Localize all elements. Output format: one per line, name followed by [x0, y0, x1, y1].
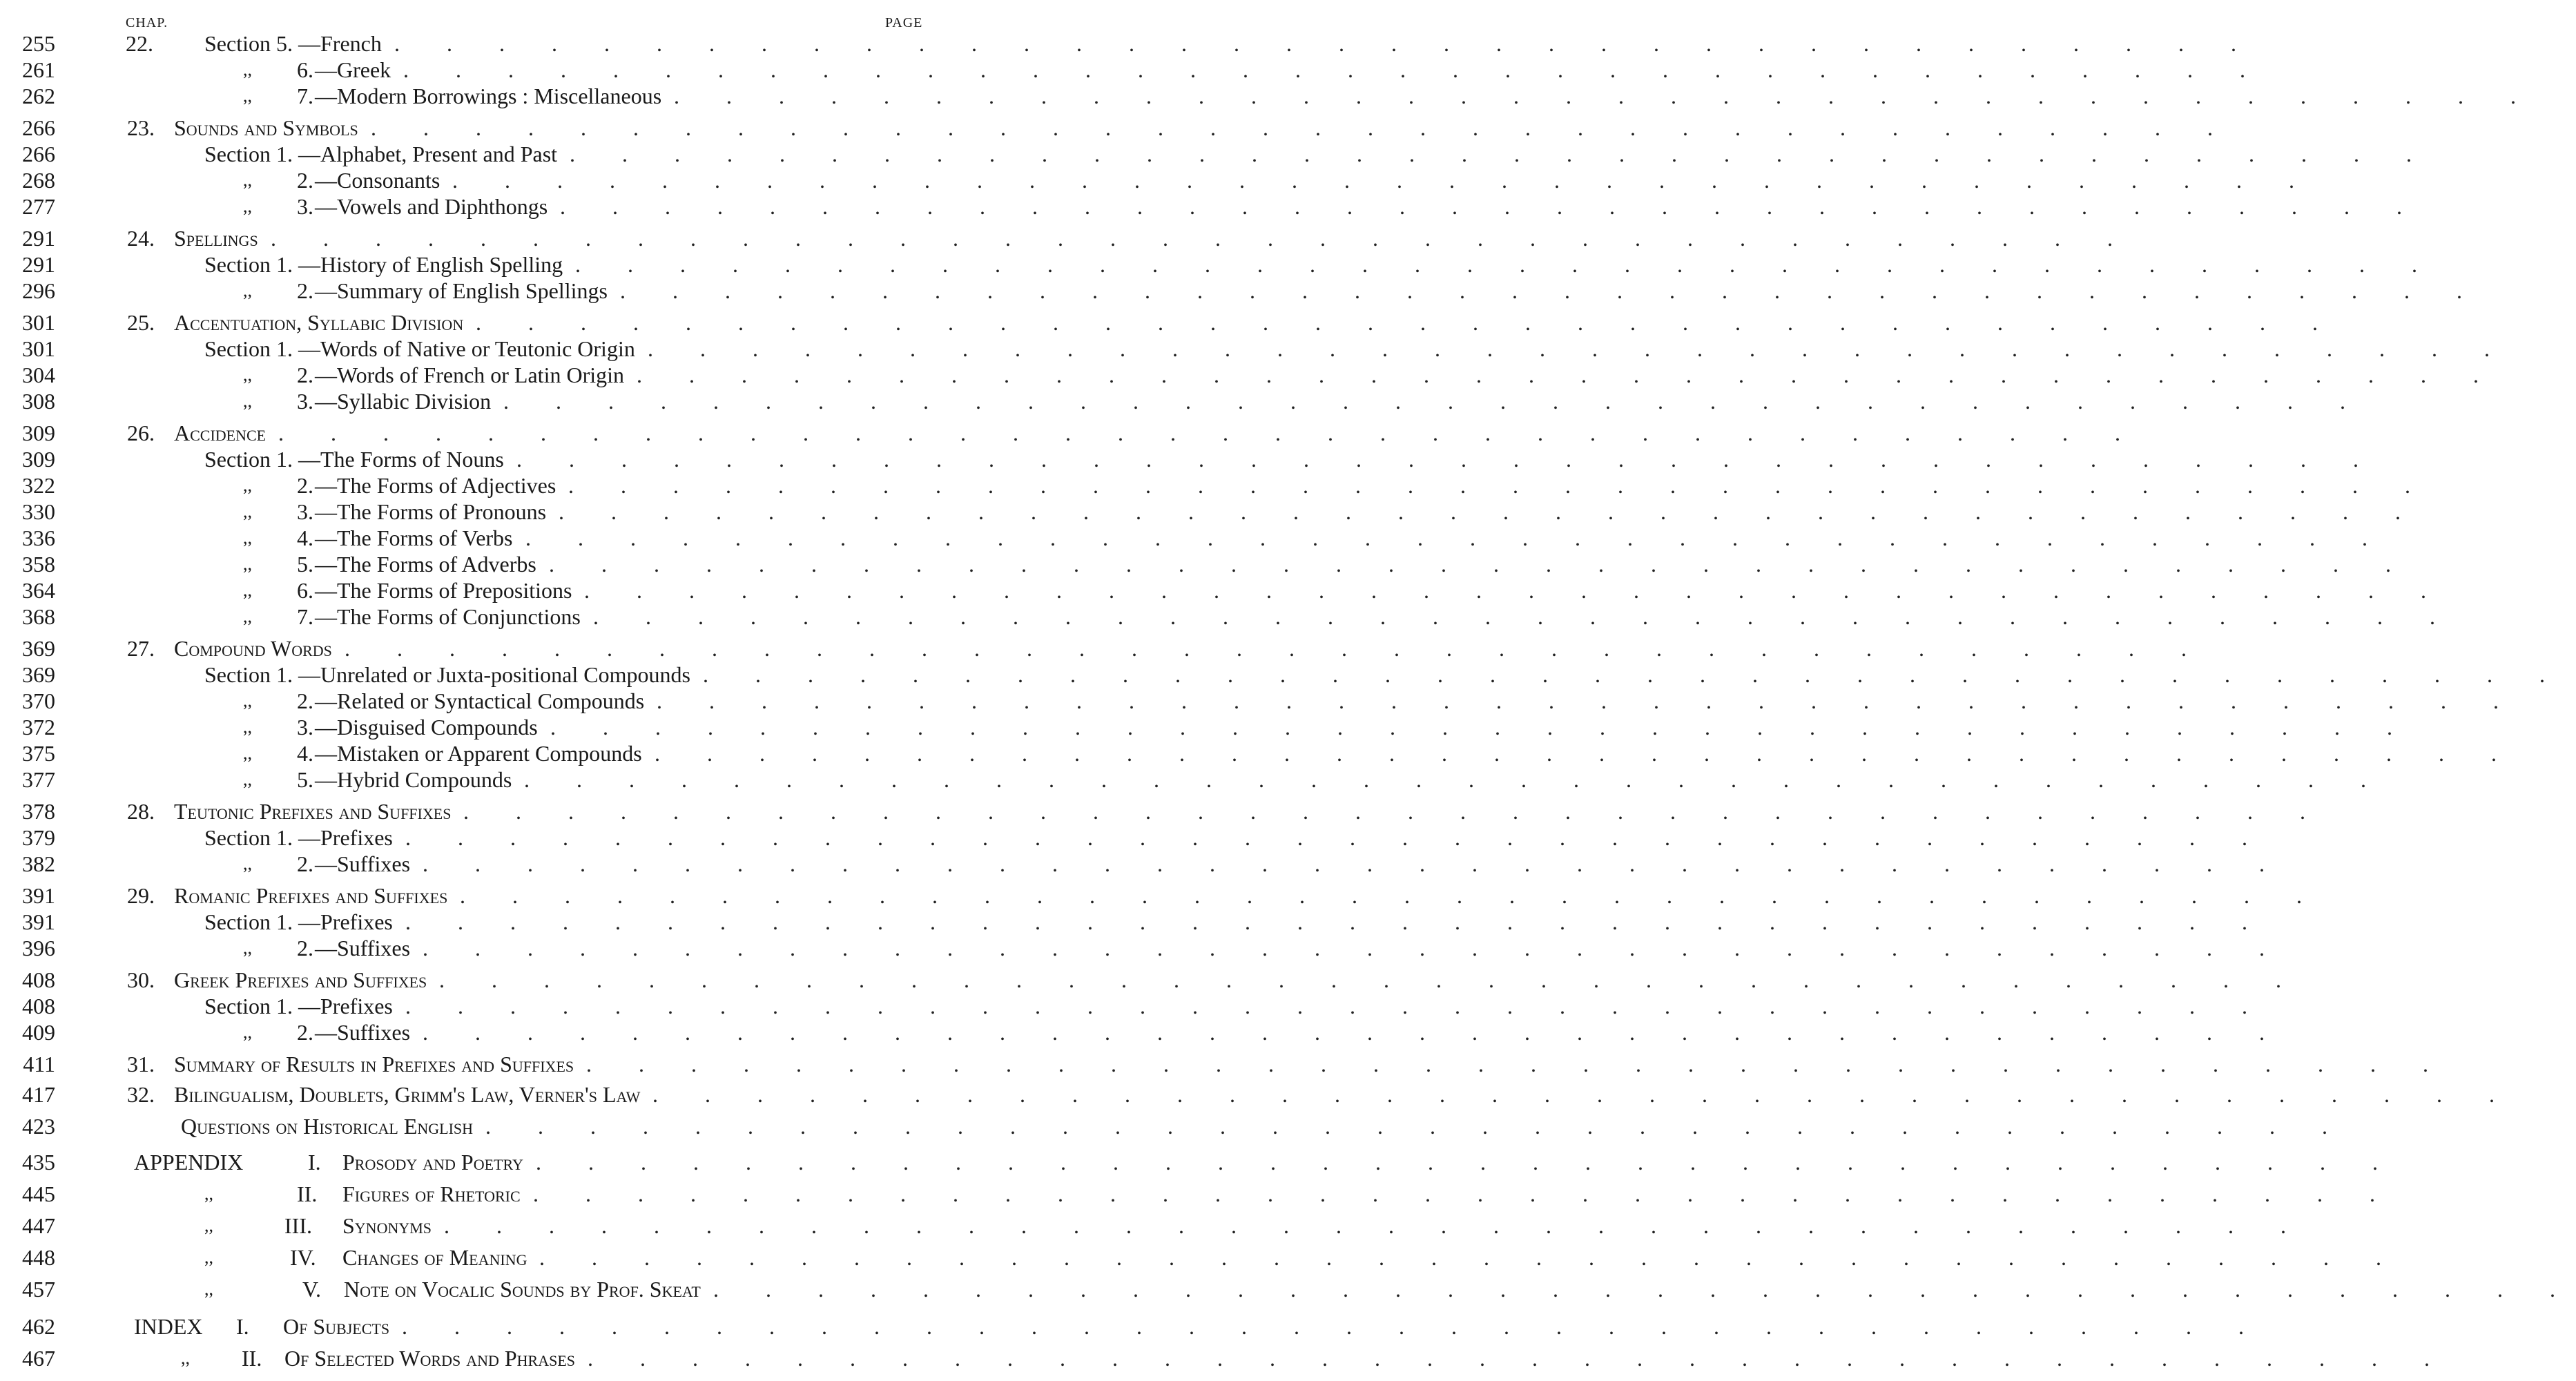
chapter-number: 26. [127, 421, 155, 445]
ditto-mark: ,, [243, 1022, 252, 1042]
leader-dots: . . . . . . . . . . . . . . . . . . . . . . . . . . . . . . . . . . . . [586, 1052, 2449, 1076]
ditto-mark: ,, [181, 1348, 190, 1368]
page-number: 457 [22, 1277, 55, 1302]
page-number: 308 [22, 389, 55, 414]
leader-dots: . . . . . . . . . . . . . . . . . . . . . . . . . . . . . . . . . . . . [588, 1346, 2450, 1371]
section-title: —Mistaken or Apparent Compounds [315, 741, 642, 766]
page-number: 447 [22, 1213, 55, 1238]
section-title: —Prefixes [298, 825, 393, 850]
section-prefix: 3. [297, 389, 313, 414]
page-number: 378 [22, 799, 55, 824]
toc-entry [0, 525, 2388, 551]
leader-dots: . . . . . . . . . . . . . . . . . . . . . . . . . . . . . . . . . . . . [570, 142, 2432, 166]
section-prefix: 5. [297, 552, 313, 577]
toc-entry [0, 278, 2483, 304]
toc-entry [0, 1051, 2449, 1077]
leader-dots: . . . . . . . . . . . . . . . . . . . . . . . . . . . . . . . . . . . . [648, 336, 2510, 361]
toc-entry [0, 472, 2431, 499]
page-number: 417 [22, 1082, 55, 1107]
toc-entry [0, 1213, 2307, 1239]
chapter-title: Compound Words [174, 636, 332, 661]
section-title: —Disguised Compounds [315, 715, 538, 740]
ditto-mark: ,, [243, 554, 252, 574]
section-prefix: Section 1. [204, 994, 293, 1018]
leader-dots: . . . . . . . . . . . . . . . . . . . . . . . . . . . . . . . . . . . . [516, 447, 2379, 472]
toc-entry [0, 1081, 2515, 1108]
section-title: —Suffixes [315, 851, 411, 876]
toc-entry [0, 1244, 2402, 1271]
toc-entry [0, 309, 2338, 336]
leader-dots: . . . . . . . . . . . . . . . . . . . . . . . . . . . . . . . . . . . . [423, 1020, 2285, 1045]
section-prefix: 2. [297, 168, 313, 193]
section-prefix: Section 1. [204, 447, 293, 472]
ditto-mark: ,, [243, 365, 252, 385]
toc-entry [0, 1149, 2399, 1175]
ditto-mark: ,, [243, 743, 252, 763]
section-prefix: 2. [297, 851, 313, 876]
page-number: 369 [22, 636, 55, 661]
page-number: 261 [22, 57, 55, 82]
ditto-mark: ,, [243, 391, 252, 411]
section-title: —The Forms of Nouns [298, 447, 504, 472]
toc-entry [0, 251, 2438, 278]
section-prefix: Section 1. [204, 909, 293, 934]
leader-dots: . . . . . . . . . . . . . . . . . . . . . . . . . . . . . . . . . . . . [460, 883, 2323, 908]
page-number: 358 [22, 552, 55, 577]
ditto-mark: ,, [243, 717, 252, 737]
page-number: 291 [22, 252, 55, 277]
leader-dots: . . . . . . . . . . . . . . . . . . . . . . . . . . . . . . . . . . . . [444, 1213, 2307, 1238]
page-number: 301 [22, 310, 55, 335]
toc-entry [0, 909, 2268, 935]
leader-dots: . . . . . . . . . . . . . . . . . . . . . . . . . . . . . . . . . . . . [584, 578, 2447, 603]
toc-entry [0, 603, 2456, 630]
section-prefix: 2. [297, 473, 313, 498]
toc-entry [0, 1019, 2285, 1045]
page-number: 369 [22, 662, 55, 687]
leader-dots: . . . . . . . . . . . . . . . . . . . . . . . . . . . . . . . . . . . . [485, 1114, 2348, 1139]
section-prefix: Section 1. [204, 252, 293, 277]
section-prefix: 2. [297, 363, 313, 387]
section-prefix: 7. [297, 604, 313, 629]
toc-entry [0, 30, 2257, 57]
leader-dots: . . . . . . . . . . . . . . . . . . . . . . . . . . . . . . . . . . . . [345, 636, 2207, 661]
leader-dots: . . . . . . . . . . . . . . . . . . . . . . . . . . . . . . . . . . . . [452, 168, 2315, 193]
page-number: 391 [22, 909, 55, 934]
chapter-number: 32. [127, 1082, 155, 1107]
page-number: 375 [22, 741, 55, 766]
leader-dots: . . . . . . . . . . . . . . . . . . . . . . . . . . . . . . . . . . . . [536, 1150, 2399, 1175]
chapter-number: 30. [127, 967, 155, 992]
leader-dots: . . . . . . . . . . . . . . . . . . . . . . . . . . . . . . . . . . . . [703, 662, 2566, 687]
toc-entry [0, 141, 2432, 167]
ditto-mark: ,, [243, 580, 252, 600]
leader-dots: . . . . . . . . . . . . . . . . . . . . . . . . . . . . . . . . . . . . [657, 688, 2519, 713]
leader-dots: . . . . . . . . . . . . . . . . . . . . . . . . . . . . . . . . . . . . [674, 84, 2537, 108]
leader-dots: . . . . . . . . . . . . . . . . . . . . . . . . . . . . . . . . . . . . [405, 994, 2268, 1018]
appendix-title: Changes of Meaning [342, 1245, 527, 1270]
section-prefix: 3. [297, 499, 313, 524]
section-title: —French [298, 31, 382, 56]
ditto-mark: ,, [243, 606, 252, 626]
section-prefix: 3. [297, 194, 313, 219]
page-number: 364 [22, 578, 55, 603]
toc-entry [0, 1181, 2396, 1207]
section-title: —Words of French or Latin Origin [315, 363, 624, 387]
toc-entry [0, 1345, 2450, 1371]
section-prefix: Section 1. [204, 662, 293, 687]
leader-dots: . . . . . . . . . . . . . . . . . . . . . . . . . . . . . . . . . . . . [402, 1314, 2265, 1339]
chapter-number: 24. [127, 226, 155, 251]
page-number: 304 [22, 363, 55, 387]
page-number: 411 [23, 1052, 55, 1076]
section-title: —Vowels and Diphthongs [315, 194, 548, 219]
toc-entry [0, 766, 2387, 793]
leader-dots: . . . . . . . . . . . . . . . . . . . . . . . . . . . . . . . . . . . . [439, 967, 2302, 992]
leader-dots: . . . . . . . . . . . . . . . . . . . . . . . . . . . . . . . . . . . . [549, 552, 2412, 577]
leader-dots: . . . . . . . . . . . . . . . . . . . . . . . . . . . . . . . . . . . . [463, 799, 2326, 824]
section-title: —Greek [315, 57, 391, 82]
toc-entry [0, 798, 2326, 824]
section-prefix: Section 1. [204, 336, 293, 361]
leader-dots: . . . . . . . . . . . . . . . . . . . . . . . . . . . . . . . . . . . . [560, 194, 2423, 219]
leader-dots: . . . . . . . . . . . . . . . . . . . . . . . . . . . . . . . . . . . . [394, 31, 2257, 56]
chapter-title: Sounds and Symbols [174, 115, 358, 140]
leader-dots: . . . . . . . . . . . . . . . . . . . . . . . . . . . . . . . . . . . . [525, 525, 2388, 550]
page-number: 296 [22, 278, 55, 303]
toc-entry [0, 1276, 2576, 1302]
chap-column-header: CHAP. [126, 15, 168, 30]
ditto-mark: ,, [243, 853, 252, 873]
toc-entry [0, 882, 2323, 909]
page-number: 291 [22, 226, 55, 251]
page-number: 268 [22, 168, 55, 193]
ditto-mark: ,, [243, 769, 252, 789]
appendix-numeral: IV. [290, 1245, 316, 1270]
section-prefix: Section 1. [204, 142, 293, 166]
page-number: 301 [22, 336, 55, 361]
leader-dots: . . . . . . . . . . . . . . . . . . . . . . . . . . . . . . . . . . . . [503, 389, 2366, 414]
toc-entry [0, 420, 2141, 446]
toc-entry [0, 336, 2510, 362]
leader-dots: . . . . . . . . . . . . . . . . . . . . . . . . . . . . . . . . . . . . [271, 226, 2133, 251]
section-title: —The Forms of Adverbs [315, 552, 536, 577]
ditto-mark: ,, [243, 170, 252, 190]
section-prefix: 4. [297, 741, 313, 766]
section-prefix: 6. [297, 57, 313, 82]
page-number: 277 [22, 194, 55, 219]
section-title: —The Forms of Verbs [315, 525, 513, 550]
toc-entry [0, 688, 2519, 714]
section-title: —History of English Spelling [298, 252, 563, 277]
ditto-mark: ,, [243, 196, 252, 216]
section-title: —Hybrid Compounds [315, 767, 512, 792]
page-number: 435 [22, 1150, 55, 1175]
chapter-title: Spellings [174, 226, 258, 251]
leader-dots: . . . . . . . . . . . . . . . . . . . . . . . . . . . . . . . . . . . . [423, 936, 2285, 960]
leader-dots: . . . . . . . . . . . . . . . . . . . . . . . . . . . . . . . . . . . . [539, 1245, 2402, 1270]
index-label: INDEX [134, 1314, 203, 1339]
section-prefix: 2. [297, 688, 313, 713]
chapter-number: 25. [127, 310, 155, 335]
section-prefix: Section 1. [204, 825, 293, 850]
leader-dots: . . . . . . . . . . . . . . . . . . . . . . . . . . . . . . . . . . . . [533, 1181, 2396, 1206]
chapter-number: 28. [127, 799, 155, 824]
leader-dots: . . . . . . . . . . . . . . . . . . . . . . . . . . . . . . . . . . . . [405, 825, 2268, 850]
leader-dots: . . . . . . . . . . . . . . . . . . . . . . . . . . . . . . . . . . . . [620, 278, 2483, 303]
index-title: Of Subjects [283, 1314, 390, 1339]
toc-entry [0, 225, 2133, 251]
chapter-title: Romanic Prefixes and Suffixes [174, 883, 448, 908]
leader-dots: . . . . . . . . . . . . . . . . . . . . . . . . . . . . . . . . . . . . [278, 421, 2141, 445]
index-title: Of Selected Words and Phrases [284, 1346, 576, 1371]
ditto-mark: ,, [204, 1215, 213, 1235]
toc-entry [0, 167, 2315, 193]
leader-dots: . . . . . . . . . . . . . . . . . . . . . . . . . . . . . . . . . . . . [593, 604, 2456, 629]
section-title: —The Forms of Adjectives [315, 473, 556, 498]
toc-entry [0, 635, 2207, 661]
appendix-title: Figures of Rhetoric [342, 1181, 521, 1206]
ditto-mark: ,, [243, 501, 252, 521]
toc-entry [0, 83, 2537, 109]
toc-entry [0, 851, 2285, 877]
toc-entry [0, 388, 2366, 414]
section-prefix: 3. [297, 715, 313, 740]
index-numeral: I. [236, 1314, 249, 1339]
toc-entry [0, 824, 2268, 851]
page-number: 409 [22, 1020, 55, 1045]
page-number: 408 [22, 994, 55, 1018]
toc-entry [0, 1113, 2348, 1139]
chapter-number: 27. [127, 636, 155, 661]
toc-entry [0, 714, 2413, 740]
chapter-title: Teutonic Prefixes and Suffixes [174, 799, 452, 824]
section-title: —Unrelated or Juxta-positional Compounds [298, 662, 690, 687]
toc-entry [0, 967, 2302, 993]
page-number: 262 [22, 84, 55, 108]
chapter-title: Greek Prefixes and Suffixes [174, 967, 427, 992]
toc-entry [0, 661, 2566, 688]
toc-entry [0, 1313, 2265, 1340]
toc-entry [0, 935, 2285, 961]
section-title: —The Forms of Prepositions [315, 578, 572, 603]
page-number: 396 [22, 936, 55, 960]
leader-dots: . . . . . . . . . . . . . . . . . . . . . . . . . . . . . . . . . . . . [652, 1082, 2515, 1107]
toc-entry [0, 446, 2379, 472]
appendix-numeral: II. [297, 1181, 318, 1206]
toc-entry [0, 193, 2423, 220]
ditto-mark: ,, [204, 1247, 213, 1267]
page-number: 255 [22, 31, 55, 56]
ditto-mark: ,, [243, 86, 252, 106]
leader-dots: . . . . . . . . . . . . . . . . . . . . . . . . . . . . . . . . . . . . [405, 909, 2268, 934]
page-number: 377 [22, 767, 55, 792]
page-number: 423 [22, 1114, 55, 1139]
toc-entry [0, 740, 2517, 766]
toc-entry [0, 115, 2234, 141]
section-prefix: 4. [297, 525, 313, 550]
section-prefix: 6. [297, 578, 313, 603]
ditto-mark: ,, [243, 938, 252, 958]
section-title: —Suffixes [315, 936, 411, 960]
page-number: 382 [22, 851, 55, 876]
page-number: 391 [22, 883, 55, 908]
chapter-title: Bilingualism, Doublets, Grimm's Law, Verner's Law [174, 1082, 641, 1107]
ditto-mark: ,, [204, 1184, 213, 1204]
section-title: —The Forms of Conjunctions [315, 604, 581, 629]
page-number: 309 [22, 421, 55, 445]
section-prefix: 2. [297, 278, 313, 303]
leader-dots: . . . . . . . . . . . . . . . . . . . . . . . . . . . . . . . . . . . . [713, 1277, 2576, 1302]
page-number: 445 [22, 1181, 55, 1206]
appendix-title: Note on Vocalic Sounds by Prof. Skeat [344, 1277, 701, 1302]
section-title: —Related or Syntactical Compounds [315, 688, 645, 713]
chapter-title: Accidence [174, 421, 267, 445]
page-number: 372 [22, 715, 55, 740]
leader-dots: . . . . . . . . . . . . . . . . . . . . . . . . . . . . . . . . . . . . [371, 115, 2234, 140]
leader-dots: . . . . . . . . . . . . . . . . . . . . . . . . . . . . . . . . . . . . [568, 473, 2431, 498]
page-number: 266 [22, 115, 55, 140]
section-prefix: Section 5. [204, 31, 293, 56]
section-title: —Prefixes [298, 909, 393, 934]
section-title: —Prefixes [298, 994, 393, 1018]
leader-dots: . . . . . . . . . . . . . . . . . . . . . . . . . . . . . . . . . . . . [637, 363, 2499, 387]
section-title: —Words of Native or Teutonic Origin [298, 336, 635, 361]
page-number: 266 [22, 142, 55, 166]
section-title: —The Forms of Pronouns [315, 499, 547, 524]
leader-dots: . . . . . . . . . . . . . . . . . . . . . . . . . . . . . . . . . . . . [403, 57, 2266, 82]
chapter-number: 23. [127, 115, 155, 140]
index-numeral: II. [242, 1346, 262, 1371]
toc-entry [0, 362, 2499, 388]
appendix-title: Prosody and Poetry [342, 1150, 523, 1175]
section-prefix: 2. [297, 936, 313, 960]
leader-dots: . . . . . . . . . . . . . . . . . . . . . . . . . . . . . . . . . . . . [524, 767, 2387, 792]
page-number: 330 [22, 499, 55, 524]
page-number: 370 [22, 688, 55, 713]
page-number: 322 [22, 473, 55, 498]
chapter-number: 29. [127, 883, 155, 908]
section-prefix: 5. [297, 767, 313, 792]
section-title: —Syllabic Division [315, 389, 492, 414]
page-number: 408 [22, 967, 55, 992]
section-prefix: 2. [297, 1020, 313, 1045]
section-title: —Summary of English Spellings [315, 278, 608, 303]
chapter-number: 31. [127, 1052, 155, 1076]
page-number: 336 [22, 525, 55, 550]
appendix-numeral: III. [284, 1213, 312, 1238]
page-number: 467 [22, 1346, 55, 1371]
toc-entry [0, 993, 2268, 1019]
section-title: —Consonants [315, 168, 440, 193]
appendix-title: Synonyms [342, 1213, 432, 1238]
leader-dots: . . . . . . . . . . . . . . . . . . . . . . . . . . . . . . . . . . . . [476, 310, 2338, 335]
page-column-header: PAGE [885, 15, 923, 30]
leader-dots: . . . . . . . . . . . . . . . . . . . . . . . . . . . . . . . . . . . . [575, 252, 2438, 277]
ditto-mark: ,, [243, 475, 252, 495]
toc-entry [0, 499, 2421, 525]
toc-entry [0, 577, 2447, 603]
chapter-title: Accentuation, Syllabic Division [174, 310, 464, 335]
toc-entry [0, 57, 2266, 83]
page-number: 368 [22, 604, 55, 629]
page-number: 448 [22, 1245, 55, 1270]
page-number: 462 [22, 1314, 55, 1339]
section-title: —Alphabet, Present and Past [298, 142, 558, 166]
leader-dots: . . . . . . . . . . . . . . . . . . . . . . . . . . . . . . . . . . . . [423, 851, 2285, 876]
section-prefix: 7. [297, 84, 313, 108]
leader-dots: . . . . . . . . . . . . . . . . . . . . . . . . . . . . . . . . . . . . [550, 715, 2413, 740]
ditto-mark: ,, [243, 690, 252, 711]
leader-dots: . . . . . . . . . . . . . . . . . . . . . . . . . . . . . . . . . . . . [655, 741, 2517, 766]
chapter-title: Summary of Results in Prefixes and Suffixes [174, 1052, 574, 1076]
chapter-number: 22. [126, 31, 153, 56]
leader-dots: . . . . . . . . . . . . . . . . . . . . . . . . . . . . . . . . . . . . [559, 499, 2421, 524]
appendix-numeral: I. [308, 1150, 321, 1175]
ditto-mark: ,, [243, 59, 252, 79]
section-title: —Suffixes [315, 1020, 411, 1045]
appendix-label: APPENDIX [134, 1150, 244, 1175]
ditto-mark: ,, [243, 280, 252, 300]
page-number: 379 [22, 825, 55, 850]
toc-entry [0, 551, 2412, 577]
section-title: —Modern Borrowings : Miscellaneous [315, 84, 662, 108]
chapter-title: Questions on Historical English [181, 1114, 474, 1139]
ditto-mark: ,, [243, 528, 252, 548]
appendix-numeral: V. [302, 1277, 321, 1302]
ditto-mark: ,, [204, 1279, 213, 1299]
page-number: 309 [22, 447, 55, 472]
